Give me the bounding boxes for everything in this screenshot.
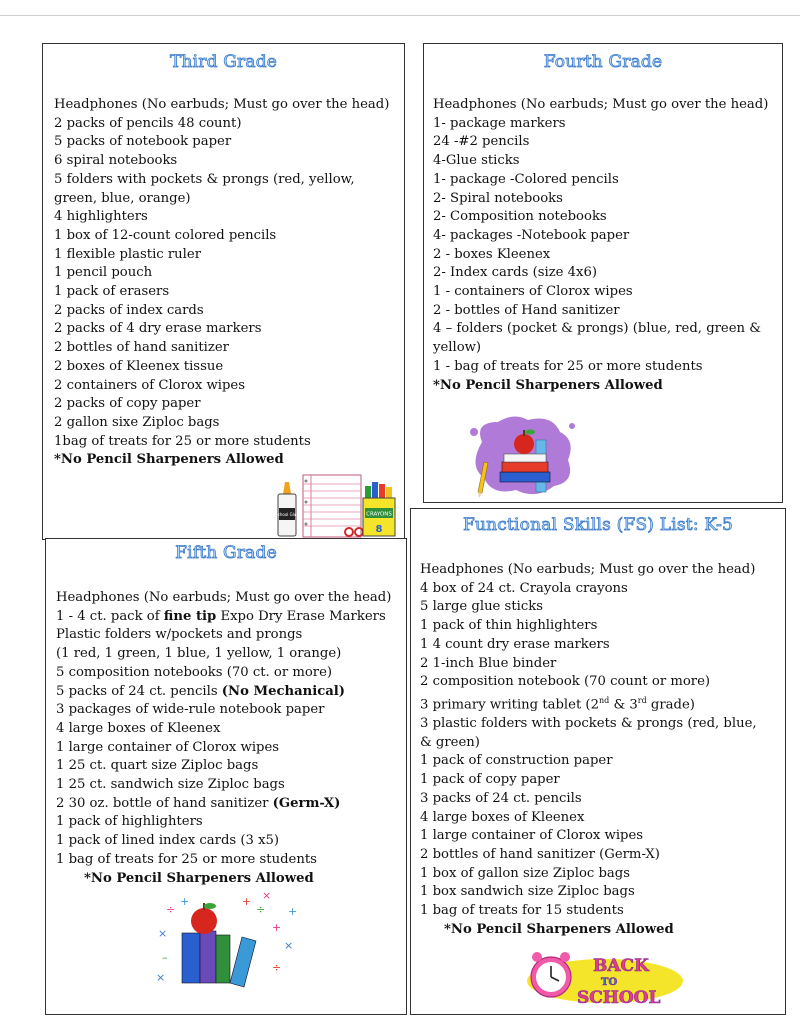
- list-item: 4 highlighters: [54, 209, 148, 225]
- list-item: 2 packs of index cards: [54, 302, 204, 318]
- fifth-grade-panel: [45, 538, 407, 1015]
- list-item: 1 bag of treats for 15 students: [420, 903, 624, 919]
- list-item: 2 gallon sixe Ziploc bags: [54, 414, 220, 430]
- list-item: 4- packages -Notebook paper: [433, 227, 630, 243]
- list-item: 2 containers of Clorox wipes: [54, 377, 245, 393]
- list-item: 1 4 count dry erase markers: [420, 636, 610, 652]
- list-item: 5 packs of notebook paper: [54, 134, 232, 150]
- svg-text:+: +: [272, 921, 282, 934]
- back-word: BACK: [593, 956, 649, 976]
- list-item: 1 large container of Clorox wipes: [56, 739, 280, 755]
- list-item: Plastic folders w/pockets and prongs: [56, 627, 303, 643]
- school-word: SCHOOL: [577, 988, 661, 1008]
- list-item: 4 large boxes of Kleenex: [56, 720, 221, 736]
- fourth-grade-list: [433, 96, 773, 395]
- list-item: 4 – folders (pocket & prongs) (blue, red, green & yellow): [433, 321, 761, 356]
- math-books-clipart: [152, 891, 302, 991]
- list-item: 6 spiral notebooks: [54, 153, 178, 169]
- list-item: 2 packs of copy paper: [54, 396, 201, 412]
- list-item: 1 pack of erasers: [54, 284, 170, 300]
- crayons-label: CRAYONS: [366, 511, 392, 518]
- fourth-grade-title: Fourth Grade: [543, 52, 663, 72]
- no-sharpener-note: *No Pencil Sharpeners Allowed: [84, 870, 314, 886]
- functional-skills-panel: [410, 508, 786, 1015]
- list-item: 1 25 ct. sandwich size Ziploc bags: [56, 777, 285, 793]
- glue-label: School Glue: [275, 512, 299, 517]
- third-grade-panel: [42, 43, 405, 540]
- list-item: 2 boxes of Kleenex tissue: [54, 358, 224, 374]
- school-supplies-clipart: [275, 472, 397, 540]
- list-item: 5 folders with pockets & prongs (red, yellow, green, blue, orange): [54, 171, 355, 206]
- svg-text:8: 8: [375, 524, 383, 535]
- list-item: 1 pencil pouch: [54, 265, 153, 281]
- list-item: 5 composition notebooks (70 ct. or more): [56, 664, 333, 680]
- list-item: 24 -#2 pencils: [433, 134, 530, 150]
- svg-text:÷: ÷: [166, 903, 176, 916]
- svg-text:÷: ÷: [272, 961, 282, 974]
- list-item: 1 - 4 ct. pack of fine tip Expo Dry Erase Markers: [56, 608, 386, 624]
- list-item: 2 bottles of hand sanitizer: [54, 340, 229, 356]
- to-word: TO: [601, 977, 618, 988]
- list-item: 1 - containers of Clorox wipes: [433, 284, 633, 300]
- list-item: 4 large boxes of Kleenex: [420, 809, 585, 825]
- list-item: 1 pack of construction paper: [420, 753, 613, 769]
- list-item: 2- Index cards (size 4x6): [433, 265, 598, 281]
- list-item: Headphones (No earbuds; Must go over the head): [56, 590, 392, 605]
- functional-skills-list: [420, 561, 770, 939]
- list-item: 1 pack of copy paper: [420, 772, 560, 788]
- list-item: 3 packs of 24 ct. pencils: [420, 790, 582, 806]
- list-item: Headphones (No earbuds; Must go over the head): [433, 97, 769, 112]
- list-item: 2 packs of pencils 48 count): [54, 115, 242, 131]
- list-item: 2 bottles of hand sanitizer (Germ-X): [420, 846, 660, 862]
- list-item: 1bag of treats for 25 or more students: [54, 433, 311, 449]
- list-item: 1 flexible plastic ruler: [54, 246, 202, 262]
- svg-text:+: +: [288, 905, 298, 918]
- list-item: Headphones (No earbuds; Must go over the head): [420, 562, 756, 577]
- functional-skills-title: Functional Skills (FS) List: K-5: [463, 515, 733, 535]
- list-item: 2 30 oz. bottle of hand sanitizer (Germ-X): [56, 795, 341, 811]
- back-to-school-clipart: [515, 947, 685, 1011]
- fourth-grade-panel: [423, 43, 783, 503]
- svg-text:+: +: [242, 895, 252, 908]
- list-item: 3 primary writing tablet (2nd & 3rd grade): [420, 695, 695, 713]
- no-sharpener-note: *No Pencil Sharpeners Allowed: [433, 377, 663, 393]
- fifth-grade-list: [56, 589, 401, 888]
- third-grade-list: [54, 96, 394, 470]
- list-item: 2 - bottles of Hand sanitizer: [433, 302, 620, 318]
- svg-text:×: ×: [284, 939, 294, 952]
- list-item: Headphones (No earbuds; Must go over the head): [54, 97, 390, 112]
- list-item: 1 pack of lined index cards (3 x5): [56, 833, 280, 849]
- list-item: 4-Glue sticks: [433, 153, 520, 169]
- svg-text:×: ×: [262, 891, 272, 902]
- top-divider: [0, 15, 800, 16]
- no-sharpener-note: *No Pencil Sharpeners Allowed: [54, 452, 284, 468]
- list-item: 1- package markers: [433, 115, 566, 131]
- list-item: 5 large glue sticks: [420, 599, 543, 615]
- list-item: (1 red, 1 green, 1 blue, 1 yellow, 1 orange): [56, 646, 342, 662]
- list-item: 2- Composition notebooks: [433, 209, 607, 225]
- list-item: 4 box of 24 ct. Crayola crayons: [420, 580, 628, 596]
- third-grade-title: Third Grade: [169, 52, 278, 72]
- svg-text:×: ×: [156, 971, 166, 984]
- svg-text:×: ×: [158, 927, 168, 940]
- list-item: 2 1-inch Blue binder: [420, 655, 557, 671]
- list-item: 5 packs of 24 ct. pencils (No Mechanical): [56, 683, 346, 699]
- list-item: 1 box sandwich size Ziploc bags: [420, 884, 635, 900]
- list-item: 1 pack of highlighters: [56, 814, 203, 830]
- list-item: 2 composition notebook (70 count or more): [420, 674, 711, 690]
- svg-text:+: +: [180, 895, 190, 908]
- list-item: 3 plastic folders with pockets & prongs (red, blue, & green): [420, 716, 757, 750]
- svg-text:÷: ÷: [256, 903, 266, 916]
- list-item: 3 packages of wide-rule notebook paper: [56, 702, 325, 718]
- list-item: 2 - boxes Kleenex: [433, 246, 551, 262]
- list-item: 2- Spiral notebooks: [433, 190, 563, 206]
- list-item: 1- package -Colored pencils: [433, 171, 619, 187]
- list-item: 1 pack of thin highlighters: [420, 618, 598, 634]
- fifth-grade-title: Fifth Grade: [175, 543, 277, 563]
- list-item: 2 packs of 4 dry erase markers: [54, 321, 262, 337]
- list-item: 1 large container of Clorox wipes: [420, 828, 644, 844]
- books-apple-clipart: [464, 412, 584, 500]
- svg-text:–: –: [162, 951, 168, 964]
- no-sharpener-note: *No Pencil Sharpeners Allowed: [444, 921, 674, 937]
- list-item: 1 25 ct. quart size Ziploc bags: [56, 758, 259, 774]
- list-item: 1 bag of treats for 25 or more students: [56, 851, 317, 867]
- list-item: 1 box of gallon size Ziploc bags: [420, 865, 630, 881]
- list-item: 1 - bag of treats for 25 or more students: [433, 358, 703, 374]
- list-item: 1 box of 12-count colored pencils: [54, 227, 277, 243]
